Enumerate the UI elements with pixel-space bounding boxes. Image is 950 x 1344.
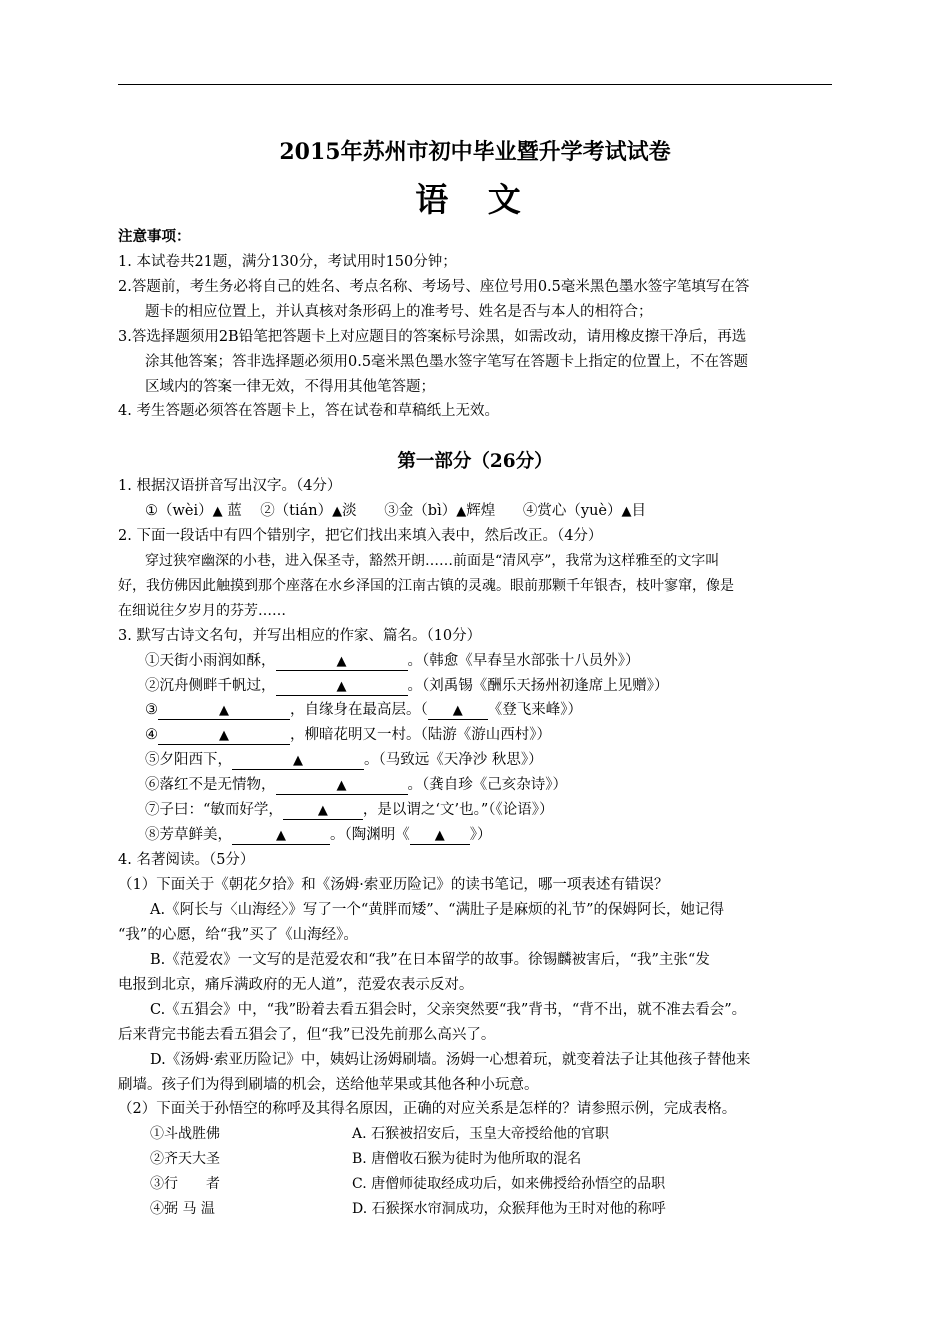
title-reason: C. 唐僧师徒取经成功后，如来佛授给孙悟空的品职 — [352, 1176, 666, 1192]
pinyin-item: ②（tián）▲淡 — [260, 503, 357, 519]
answer-marker: ▲ — [317, 803, 328, 818]
option-line: C.《五猖会》中，“我”盼着去看五猖会时，父亲突然要“我”背书，“背不出，就不准去看会”。 — [150, 1002, 747, 1018]
question-4-stem: 4. 名著阅读。（5分） — [118, 852, 255, 868]
question-3-stem: 3. 默写古诗文名句，并写出相应的作家、篇名。（10分） — [118, 628, 482, 644]
notice-line: 2.答题前，考生务必将自己的姓名、考点名称、考场号、座位号用0.5毫米黑色墨水签字笔填写在答 — [118, 279, 750, 295]
notice-line: 4. 考生答题必须答在答题卡上，答在试卷和草稿纸上无效。 — [118, 403, 499, 419]
title-reason: D. 石猴探水帘洞成功，众猴拜他为王时对他的称呼 — [352, 1201, 666, 1217]
question-1-items — [145, 501, 646, 522]
answer-marker[interactable]: ▲ — [621, 504, 632, 519]
recitation-item: ⑧芳草鲜美， ▲ 。（陶渊明《 ▲ 》） — [145, 827, 492, 843]
answer-marker: ▲ — [336, 679, 347, 694]
part-heading: 第一部分（26分） — [397, 451, 553, 472]
recitation-item: ③ ▲ ，自缘身在最高层。（ ▲ 《登飞来峰》） — [145, 702, 582, 718]
pinyin-item: ③金（bì）▲辉煌 — [384, 503, 496, 519]
answer-blank[interactable] — [428, 702, 488, 720]
title-reason: B. 唐僧收石猴为徒时为他所取的混名 — [352, 1151, 582, 1167]
answer-blank[interactable] — [232, 827, 330, 845]
notice-line: 1. 本试卷共21题，满分130分，考试用时150分钟； — [118, 254, 457, 270]
question-1-stem: 1. 根据汉语拼音写出汉字。（4分） — [118, 478, 342, 494]
title-name: ②齐天大圣 — [150, 1151, 220, 1167]
recitation-item: ⑦子曰：“敏而好学， ▲ ，是以谓之‘文’也。”（《论语》） — [145, 802, 554, 818]
option-line: 后来背完书能去看五猖会了，但“我”已没先前那么高兴了。 — [118, 1027, 496, 1043]
answer-marker[interactable]: ▲ — [456, 504, 467, 519]
subject-title: 语 文 — [415, 180, 535, 219]
notice-line: 涂其他答案；答非选择题必须用0.5毫米黑色墨水签字笔写在答题卡上指定的位置上，不在答题 — [145, 354, 749, 370]
header-rule — [118, 84, 832, 85]
passage-line: 穿过狭窄幽深的小巷，进入保圣寺，豁然开朗……前面是“清风亭”，我常为这样雅至的文字叫 — [145, 553, 720, 569]
notice-line: 题卡的相应位置上，并认真核对条形码上的准考号、姓名是否与本人的相符合； — [145, 304, 653, 320]
recitation-item: ⑥落红不是无情物， ▲ 。（龚自珍《己亥杂诗》） — [145, 777, 567, 793]
recitation-item: ①天街小雨润如酥， ▲ 。（韩愈《早春呈水部张十八员外》） — [145, 653, 640, 669]
recitation-item: ⑤夕阳西下， ▲ 。（马致远《天净沙 秋思》） — [145, 752, 543, 768]
answer-blank[interactable] — [158, 702, 290, 720]
answer-marker[interactable]: ▲ — [332, 504, 343, 519]
passage-line: 好，我仿佛因此触摸到那个座落在水乡泽国的江南古镇的灵魂。眼前那颗千年银杏，枝叶寥窜，像是 — [118, 578, 734, 594]
question-2-stem: 2. 下面一段话中有四个错别字，把它们找出来填入表中，然后改正。（4分） — [118, 528, 603, 544]
answer-blank[interactable] — [276, 653, 408, 671]
answer-marker: ▲ — [452, 703, 463, 718]
exam-title: 2015年苏州市初中毕业暨升学考试试卷 — [279, 139, 671, 165]
answer-marker: ▲ — [293, 753, 303, 768]
notice-heading: 注意事项： — [118, 228, 191, 245]
option-line: A.《阿长与〈山海经〉》写了一个“黄胖而矮”、“满肚子是麻烦的礼节”的保姆阿长，她记得 — [150, 902, 724, 918]
pinyin-item: ④赏心（yuè）▲目 — [522, 503, 646, 519]
answer-marker: ▲ — [276, 828, 286, 843]
passage-line: 在细说往夕岁月的芬芳…… — [118, 603, 286, 619]
title-name: ④弼 马 温 — [150, 1201, 215, 1217]
title-reason: A. 石猴被招安后，玉皇大帝授给他的官职 — [352, 1126, 610, 1142]
option-line: B.《范爱农》一文写的是范爱农和“我”在日本留学的故事。徐锡麟被害后，“我”主张“发 — [150, 952, 710, 968]
title-name: ③行 者 — [150, 1176, 220, 1192]
answer-blank[interactable] — [276, 678, 408, 696]
pinyin-item: ①（wèi）▲ 蓝 — [145, 503, 242, 519]
recitation-item: ④ ▲ ，柳暗花明又一村。（陆游《游山西村》） — [145, 727, 551, 743]
question-4-sub2: （2）下面关于孙悟空的称呼及其得名原因，正确的对应关系是怎样的？请参照示例，完成表格。 — [118, 1101, 737, 1117]
answer-marker: ▲ — [434, 828, 445, 843]
answer-marker[interactable]: ▲ — [212, 504, 223, 519]
answer-marker: ▲ — [336, 778, 347, 793]
answer-blank[interactable] — [283, 802, 363, 820]
answer-marker: ▲ — [219, 703, 229, 718]
answer-blank[interactable] — [232, 752, 364, 770]
option-line: 刷墙。孩子们为得到刷墙的机会，送给他苹果或其他各种小玩意。 — [118, 1077, 539, 1093]
title-name: ①斗战胜佛 — [150, 1126, 220, 1142]
option-line: 电报到北京，痛斥满政府的无人道”，范爱农表示反对。 — [118, 977, 474, 993]
option-line: D.《汤姆·索亚历险记》中，姨妈让汤姆刷墙。汤姆一心想着玩，就变着法子让其他孩子替他来 — [150, 1052, 751, 1068]
answer-blank[interactable] — [276, 777, 408, 795]
option-line: “我”的心愿，给“我”买了《山海经》。 — [118, 927, 358, 943]
answer-marker: ▲ — [336, 654, 347, 669]
answer-blank[interactable] — [410, 827, 470, 845]
question-4-sub1: （1）下面关于《朝花夕拾》和《汤姆·索亚历险记》的读书笔记，哪一项表述有错误？ — [118, 877, 669, 893]
answer-marker: ▲ — [219, 728, 229, 743]
notice-line: 区域内的答案一律无效，不得用其他笔答题； — [145, 379, 435, 395]
answer-blank[interactable] — [158, 727, 290, 745]
notice-line: 3.答选择题须用2B铅笔把答题卡上对应题目的答案标号涂黑，如需改动，请用橡皮擦干净后，再选 — [118, 329, 747, 345]
recitation-item: ②沉舟侧畔千帆过， ▲ 。（刘禹锡《酬乐天扬州初逢席上见赠》） — [145, 678, 669, 694]
